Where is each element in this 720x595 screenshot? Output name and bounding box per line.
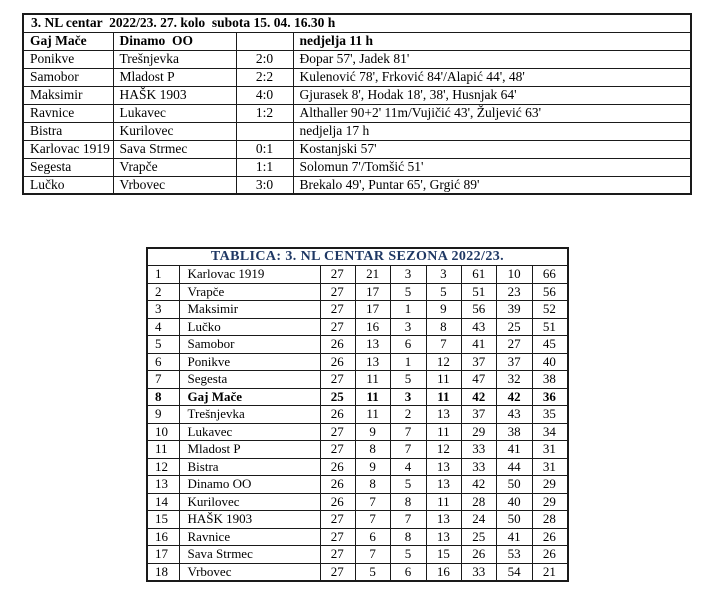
stat-cell: 33	[462, 441, 497, 459]
standings-title: TABLICA: 3. NL CENTAR SEZONA 2022/23.	[147, 248, 568, 266]
rank-cell: 8	[147, 388, 179, 406]
stat-cell: 26	[320, 476, 355, 494]
stat-cell: 50	[497, 511, 532, 529]
stat-cell: 39	[497, 301, 532, 319]
stat-cell: 66	[532, 266, 568, 284]
stat-cell: 26	[320, 458, 355, 476]
match-row	[23, 50, 691, 68]
home-team-cell: Lučko	[23, 176, 113, 194]
stat-cell: 41	[462, 336, 497, 354]
stat-cell: 13	[355, 353, 390, 371]
team-cell: Samobor	[179, 336, 320, 354]
stat-cell: 11	[355, 371, 390, 389]
standings-row	[147, 336, 568, 354]
stat-cell: 29	[532, 476, 568, 494]
stat-cell: 47	[462, 371, 497, 389]
stat-cell: 17	[355, 283, 390, 301]
stat-cell: 25	[320, 388, 355, 406]
scorers-cell: Kulenović 78', Frković 84'/Alapić 44', 48'	[293, 68, 691, 86]
stat-cell: 51	[462, 283, 497, 301]
standings-row	[147, 441, 568, 459]
score-cell: 4:0	[236, 86, 293, 104]
stat-cell: 9	[426, 301, 461, 319]
standings-row	[147, 406, 568, 424]
standings-row	[147, 458, 568, 476]
stat-cell: 8	[355, 441, 390, 459]
stat-cell: 7	[355, 511, 390, 529]
stat-cell: 52	[532, 301, 568, 319]
match-row	[23, 32, 691, 50]
stat-cell: 26	[462, 546, 497, 564]
stat-cell: 21	[355, 266, 390, 284]
stat-cell: 56	[462, 301, 497, 319]
standings-row	[147, 283, 568, 301]
rank-cell: 17	[147, 546, 179, 564]
stat-cell: 31	[532, 458, 568, 476]
stat-cell: 5	[391, 283, 426, 301]
match-row	[23, 176, 691, 194]
stat-cell: 13	[426, 406, 461, 424]
stat-cell: 7	[355, 493, 390, 511]
stat-cell: 5	[391, 476, 426, 494]
stat-cell: 27	[320, 546, 355, 564]
score-cell: 1:1	[236, 158, 293, 176]
stat-cell: 8	[426, 318, 461, 336]
stat-cell: 7	[391, 511, 426, 529]
rank-cell: 11	[147, 441, 179, 459]
stat-cell: 42	[462, 476, 497, 494]
match-row	[23, 68, 691, 86]
scorers-cell: nedjelja 11 h	[293, 32, 691, 50]
standings-row	[147, 266, 568, 284]
team-cell: Ravnice	[179, 528, 320, 546]
stat-cell: 26	[320, 493, 355, 511]
stat-cell: 6	[355, 528, 390, 546]
stat-cell: 5	[391, 546, 426, 564]
stat-cell: 61	[462, 266, 497, 284]
stat-cell: 54	[497, 563, 532, 581]
stat-cell: 8	[355, 476, 390, 494]
rank-cell: 12	[147, 458, 179, 476]
score-cell	[236, 122, 293, 140]
stat-cell: 56	[532, 283, 568, 301]
stat-cell: 1	[391, 353, 426, 371]
results-table	[22, 13, 692, 195]
standings-row	[147, 546, 568, 564]
team-cell: Vrbovec	[179, 563, 320, 581]
stat-cell: 27	[320, 563, 355, 581]
stat-cell: 11	[355, 388, 390, 406]
away-team-cell: Lukavec	[113, 104, 236, 122]
stat-cell: 29	[462, 423, 497, 441]
stat-cell: 27	[320, 423, 355, 441]
stat-cell: 3	[391, 388, 426, 406]
scorers-cell: nedjelja 17 h	[293, 122, 691, 140]
scorers-cell: Kostanjski 57'	[293, 140, 691, 158]
standings-row	[147, 318, 568, 336]
rank-cell: 16	[147, 528, 179, 546]
stat-cell: 26	[532, 546, 568, 564]
rank-cell: 4	[147, 318, 179, 336]
stat-cell: 9	[355, 423, 390, 441]
stat-cell: 12	[426, 441, 461, 459]
match-row	[23, 86, 691, 104]
team-cell: Sava Strmec	[179, 546, 320, 564]
stat-cell: 13	[426, 511, 461, 529]
stat-cell: 33	[462, 458, 497, 476]
team-cell: Ponikve	[179, 353, 320, 371]
stat-cell: 38	[497, 423, 532, 441]
stat-cell: 43	[462, 318, 497, 336]
stat-cell: 4	[391, 458, 426, 476]
rank-cell: 7	[147, 371, 179, 389]
rank-cell: 9	[147, 406, 179, 424]
scorers-cell: Solomun 7'/Tomšić 51'	[293, 158, 691, 176]
standings-row	[147, 511, 568, 529]
rank-cell: 14	[147, 493, 179, 511]
standings-row	[147, 563, 568, 581]
team-cell: Trešnjevka	[179, 406, 320, 424]
match-row	[23, 122, 691, 140]
stat-cell: 36	[532, 388, 568, 406]
away-team-cell: Trešnjevka	[113, 50, 236, 68]
team-cell: Karlovac 1919	[179, 266, 320, 284]
standings-row	[147, 388, 568, 406]
home-team-cell: Gaj Mače	[23, 32, 113, 50]
stat-cell: 27	[320, 301, 355, 319]
stat-cell: 51	[532, 318, 568, 336]
results-title: 3. NL centar 2022/23. 27. kolo subota 15. 04. 16.30 h	[23, 14, 691, 32]
stat-cell: 43	[497, 406, 532, 424]
stat-cell: 27	[320, 511, 355, 529]
stat-cell: 27	[320, 266, 355, 284]
score-cell: 2:0	[236, 50, 293, 68]
rank-cell: 18	[147, 563, 179, 581]
away-team-cell: HAŠK 1903	[113, 86, 236, 104]
stat-cell: 40	[497, 493, 532, 511]
stat-cell: 13	[426, 476, 461, 494]
stat-cell: 27	[320, 283, 355, 301]
stat-cell: 29	[532, 493, 568, 511]
stat-cell: 6	[391, 563, 426, 581]
standings-row	[147, 493, 568, 511]
stat-cell: 42	[462, 388, 497, 406]
home-team-cell: Karlovac 1919	[23, 140, 113, 158]
stat-cell: 26	[320, 336, 355, 354]
stat-cell: 32	[497, 371, 532, 389]
stat-cell: 27	[320, 528, 355, 546]
scorers-cell: Đopar 57', Jadek 81'	[293, 50, 691, 68]
scorers-cell: Gjurasek 8', Hodak 18', 38', Husnjak 64'	[293, 86, 691, 104]
away-team-cell: Vrapče	[113, 158, 236, 176]
stat-cell: 42	[497, 388, 532, 406]
stat-cell: 27	[320, 371, 355, 389]
team-cell: Kurilovec	[179, 493, 320, 511]
stat-cell: 26	[320, 353, 355, 371]
stat-cell: 37	[497, 353, 532, 371]
standings-row	[147, 423, 568, 441]
stat-cell: 11	[426, 388, 461, 406]
home-team-cell: Ponikve	[23, 50, 113, 68]
home-team-cell: Segesta	[23, 158, 113, 176]
stat-cell: 33	[462, 563, 497, 581]
stat-cell: 6	[391, 336, 426, 354]
stat-cell: 11	[355, 406, 390, 424]
stat-cell: 9	[355, 458, 390, 476]
stat-cell: 27	[320, 441, 355, 459]
rank-cell: 2	[147, 283, 179, 301]
stat-cell: 16	[355, 318, 390, 336]
scorers-cell: Althaller 90+2' 11m/Vujičić 43', Žuljević 63'	[293, 104, 691, 122]
stat-cell: 24	[462, 511, 497, 529]
rank-cell: 5	[147, 336, 179, 354]
stat-cell: 15	[426, 546, 461, 564]
stat-cell: 50	[497, 476, 532, 494]
stat-cell: 16	[426, 563, 461, 581]
rank-cell: 1	[147, 266, 179, 284]
stat-cell: 41	[497, 441, 532, 459]
home-team-cell: Samobor	[23, 68, 113, 86]
stat-cell: 13	[426, 458, 461, 476]
score-cell: 0:1	[236, 140, 293, 158]
stat-cell: 12	[426, 353, 461, 371]
stat-cell: 1	[391, 301, 426, 319]
team-cell: Vrapče	[179, 283, 320, 301]
stat-cell: 27	[497, 336, 532, 354]
stat-cell: 7	[426, 336, 461, 354]
stat-cell: 35	[532, 406, 568, 424]
standings-table	[146, 247, 569, 582]
home-team-cell: Ravnice	[23, 104, 113, 122]
stat-cell: 7	[391, 423, 426, 441]
team-cell: Mladost P	[179, 441, 320, 459]
stat-cell: 25	[462, 528, 497, 546]
score-cell: 2:2	[236, 68, 293, 86]
score-cell	[236, 32, 293, 50]
match-row	[23, 104, 691, 122]
stat-cell: 11	[426, 371, 461, 389]
home-team-cell: Bistra	[23, 122, 113, 140]
team-cell: Maksimir	[179, 301, 320, 319]
stat-cell: 38	[532, 371, 568, 389]
stat-cell: 7	[355, 546, 390, 564]
stat-cell: 17	[355, 301, 390, 319]
match-row	[23, 140, 691, 158]
away-team-cell: Kurilovec	[113, 122, 236, 140]
stat-cell: 3	[426, 266, 461, 284]
rank-cell: 6	[147, 353, 179, 371]
rank-cell: 3	[147, 301, 179, 319]
match-row	[23, 158, 691, 176]
stat-cell: 41	[497, 528, 532, 546]
stat-cell: 21	[532, 563, 568, 581]
stat-cell: 26	[320, 406, 355, 424]
rank-cell: 15	[147, 511, 179, 529]
team-cell: HAŠK 1903	[179, 511, 320, 529]
stat-cell: 53	[497, 546, 532, 564]
away-team-cell: Dinamo OO	[113, 32, 236, 50]
team-cell: Lučko	[179, 318, 320, 336]
away-team-cell: Mladost P	[113, 68, 236, 86]
stat-cell: 37	[462, 406, 497, 424]
standings-row	[147, 528, 568, 546]
stat-cell: 26	[532, 528, 568, 546]
stat-cell: 3	[391, 318, 426, 336]
team-cell: Segesta	[179, 371, 320, 389]
stat-cell: 28	[532, 511, 568, 529]
score-cell: 1:2	[236, 104, 293, 122]
stat-cell: 40	[532, 353, 568, 371]
stat-cell: 44	[497, 458, 532, 476]
scorers-cell: Brekalo 49', Puntar 65', Grgić 89'	[293, 176, 691, 194]
stat-cell: 10	[497, 266, 532, 284]
stat-cell: 11	[426, 493, 461, 511]
standings-row	[147, 371, 568, 389]
stat-cell: 31	[532, 441, 568, 459]
stat-cell: 8	[391, 528, 426, 546]
away-team-cell: Vrbovec	[113, 176, 236, 194]
stat-cell: 13	[426, 528, 461, 546]
home-team-cell: Maksimir	[23, 86, 113, 104]
stat-cell: 3	[391, 266, 426, 284]
team-cell: Bistra	[179, 458, 320, 476]
stat-cell: 5	[355, 563, 390, 581]
stat-cell: 7	[391, 441, 426, 459]
stat-cell: 34	[532, 423, 568, 441]
stat-cell: 11	[426, 423, 461, 441]
rank-cell: 13	[147, 476, 179, 494]
score-cell: 3:0	[236, 176, 293, 194]
standings-row	[147, 353, 568, 371]
standings-row	[147, 476, 568, 494]
stat-cell: 2	[391, 406, 426, 424]
standings-row	[147, 301, 568, 319]
standings-title-row	[147, 248, 568, 266]
team-cell: Gaj Mače	[179, 388, 320, 406]
stat-cell: 28	[462, 493, 497, 511]
stat-cell: 37	[462, 353, 497, 371]
stat-cell: 45	[532, 336, 568, 354]
results-title-row	[23, 14, 691, 32]
stat-cell: 13	[355, 336, 390, 354]
team-cell: Dinamo OO	[179, 476, 320, 494]
team-cell: Lukavec	[179, 423, 320, 441]
stat-cell: 8	[391, 493, 426, 511]
rank-cell: 10	[147, 423, 179, 441]
stat-cell: 27	[320, 318, 355, 336]
stat-cell: 5	[391, 371, 426, 389]
away-team-cell: Sava Strmec	[113, 140, 236, 158]
stat-cell: 23	[497, 283, 532, 301]
stat-cell: 25	[497, 318, 532, 336]
stat-cell: 5	[426, 283, 461, 301]
